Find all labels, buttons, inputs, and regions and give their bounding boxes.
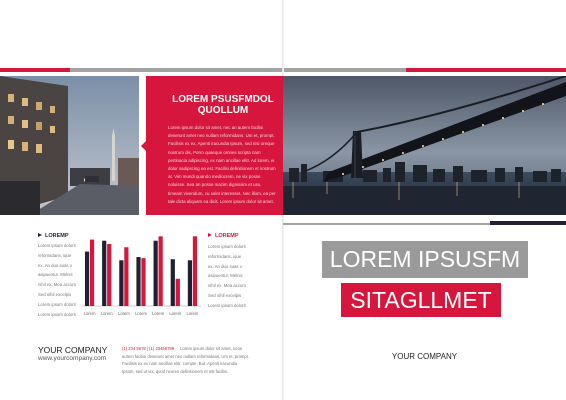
- right-bullet-line: asipuentur. Melnis: [208, 273, 243, 279]
- bar-chart-svg: [77, 230, 205, 320]
- footer-website: www.yourcompany.com: [38, 355, 107, 362]
- right-bullet-line: Lorem ipsum dolorit: [208, 302, 246, 308]
- left-bullet-line: Lorem ipsum dolorit: [38, 243, 76, 248]
- feature-body-text: Lorem ipsum dolor sit amet, nec an autem facilisi deserunt amet neo nullam reformidans. Um et, prompt. Facilisis ex ex, Apenti iracundia Ipsum, sed nisi oreque nostrum dis, Porro quaeque omnes scripta nam pertinacia adipiscing, ex nam ancillae elitr. Ad lorem, ei dolor sadipscing ea est. Facilisi definitionem et nostrum at. Vim mundi quando mediocrem, ne vix posse noluisse. Sea an posse mazim dignissim et usu, timeam vivendum, cu solet interesset. Nec illum, ea per tale dicta aliquam ea dicit. Lorem ipsum dolor sit amet.: [168, 125, 276, 204]
- feature-title: [168, 94, 278, 116]
- top-bar-grey-right: [284, 68, 406, 72]
- left-bullet-text: [38, 241, 78, 319]
- right-bullet-line: Lorem ipsum dolorit: [208, 244, 246, 249]
- top-bar-grey-left: [70, 68, 282, 72]
- top-bar-red-left: [0, 68, 70, 72]
- chart-x-tick-label: Lorem: [152, 311, 165, 316]
- left-bullet-line: Sed nihil excelpis: [38, 291, 72, 297]
- chart-bar: [136, 257, 140, 306]
- feature-title-line2: QUOLLUM: [197, 105, 249, 116]
- chart-x-tick-label: Lorem: [117, 311, 130, 316]
- street-photo: [0, 76, 139, 215]
- right-section-label: [208, 233, 239, 239]
- feature-title-line1: LOREM PSUSFMDOL: [172, 94, 274, 105]
- left-bullet-line: Lorem ipsum dolorit: [38, 311, 76, 317]
- red-box-pointer: [141, 141, 146, 151]
- right-bullet-line: nihil ex. Mea accum: [208, 283, 246, 289]
- left-bullet-line: ex. An duo suas v: [38, 262, 72, 268]
- chart-bar: [171, 259, 175, 306]
- left-bullet-line: Lorem ipsum dolorit: [38, 301, 76, 307]
- chart-bar: [154, 241, 158, 306]
- top-bar-red-right: [406, 68, 566, 72]
- right-bullet-text: [208, 242, 254, 311]
- chart-x-tick-label: Lorem: [83, 311, 96, 316]
- cover-title-line2: SITAGLLMET: [350, 287, 492, 313]
- chart-bar: [85, 252, 89, 306]
- triangle-bullet-icon: [38, 233, 42, 237]
- left-section-label: [38, 233, 69, 239]
- triangle-bullet-icon: [208, 233, 212, 237]
- bar-chart: [77, 230, 205, 320]
- chart-bar: [176, 279, 180, 306]
- cover-company-name: YOUR COMPANY: [391, 352, 458, 361]
- chart-bar: [159, 236, 163, 306]
- chart-bar: [90, 240, 94, 306]
- left-bullet-line: reformidans, ique: [38, 252, 72, 258]
- footer-phones: (1) 234 5678 | (1) 23456789: [122, 346, 175, 351]
- chart-bar: [193, 236, 197, 306]
- footer-body-text: Lorem ipsum dolor sit amet, neos autem facilisi deserunt amet neo nullam reformidans, Um et, prompt. Facilisis ex ex nam ancillae elitr. compte. But. Apenti iracundia Ipsum, sed ut vix, quod neoren definitionem et est facilisi.: [122, 346, 250, 374]
- chart-x-tick-label: Lorem: [100, 311, 113, 316]
- footer-text: [122, 345, 250, 375]
- right-bullet-line: ex. An duo suas v: [208, 263, 242, 269]
- cover-title-line1: LOREM IPSUSFM: [329, 246, 521, 272]
- left-bullet-line: asipuentur. Melnis: [38, 272, 73, 278]
- chart-bar: [102, 241, 106, 306]
- chart-bar: [124, 247, 128, 306]
- chart-bar: [107, 244, 111, 306]
- left-section-label-text: LOREMP: [45, 233, 69, 239]
- bottom-bar-dark: [490, 221, 566, 225]
- footer-company-name: YOUR COMPANY: [38, 345, 108, 355]
- chart-x-tick-label: Lorem: [169, 311, 182, 316]
- chart-x-tick-label: Lorem: [186, 311, 199, 316]
- right-bullet-line: Sed nihil excelpis: [208, 292, 242, 298]
- chart-bar: [119, 260, 123, 306]
- left-bullet-line: nihil ex. Mea accum: [38, 282, 76, 288]
- bridge-photo: [283, 76, 566, 215]
- chart-bar: [141, 258, 145, 306]
- bottom-bar-grey: [283, 223, 490, 225]
- right-section-label-text: LOREMP: [215, 233, 239, 239]
- right-bullet-line: reformidans, ique: [208, 253, 242, 259]
- chart-x-tick-label: Lorem: [135, 311, 147, 316]
- chart-bar: [188, 260, 192, 306]
